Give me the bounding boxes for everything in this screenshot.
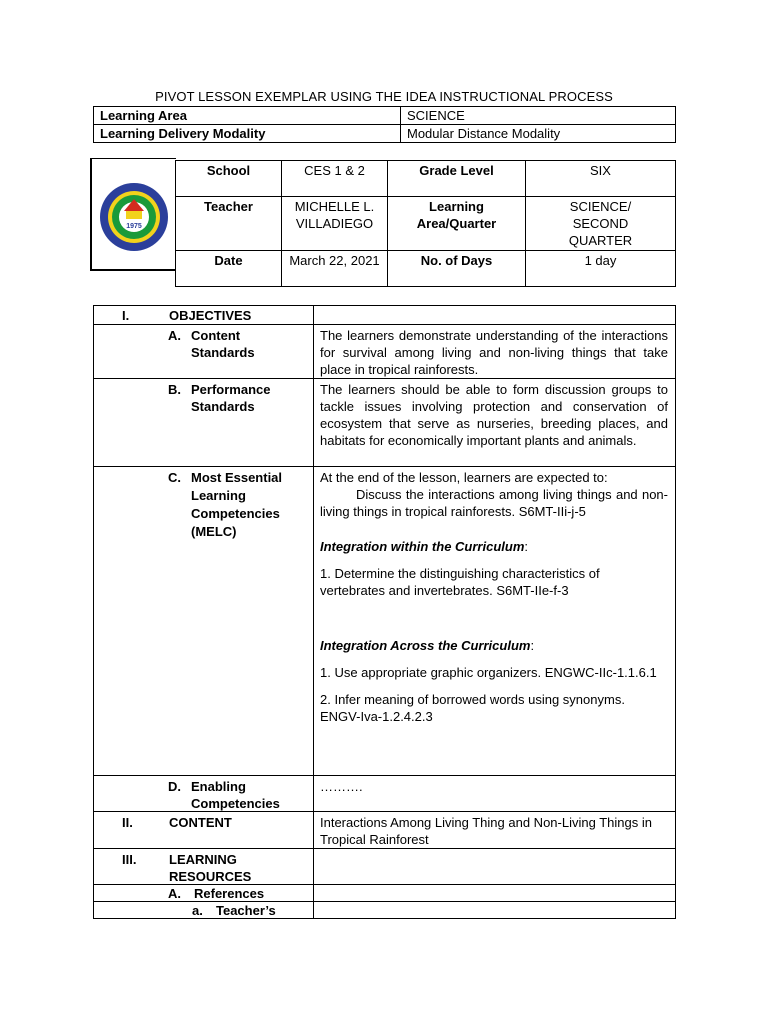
school-logo-frame	[90, 158, 176, 271]
table-row	[94, 467, 676, 776]
section-label-line: LEARNING	[169, 852, 237, 867]
objectives-header	[94, 306, 314, 325]
item-label	[191, 327, 255, 361]
table-row	[176, 161, 676, 197]
school-label: School	[176, 161, 282, 197]
grade-label: Grade Level	[388, 161, 526, 197]
header-table	[93, 106, 676, 143]
table-row	[94, 885, 676, 902]
melc-label	[94, 467, 314, 776]
table-row	[94, 125, 676, 143]
learning-area-label: Learning Area	[94, 107, 401, 125]
teacher-value	[282, 197, 388, 251]
content-text: Interactions Among Living Thing and Non-Living Things in Tropical Rainforest	[314, 812, 676, 849]
logo-year: 1975	[126, 223, 142, 230]
teachers-guide-label	[94, 902, 314, 919]
item-label-line: Competencies	[191, 506, 280, 521]
area-value-line: SCIENCE/	[569, 199, 632, 214]
teacher-name-line: VILLADIEGO	[295, 216, 374, 231]
integration-across-item: 1. Use appropriate graphic organizers. ENGWC-IIc-1.1.6.1	[320, 665, 657, 680]
info-table	[175, 160, 676, 287]
area-value-line: QUARTER	[568, 233, 633, 248]
area-quarter-label	[388, 197, 526, 251]
section-label-line: RESOURCES	[169, 869, 252, 884]
item-label-line: Most Essential	[191, 470, 283, 485]
melc-text	[314, 467, 676, 776]
performance-standards-text: The learners should be able to form discussion groups to tackle issues involving protection and conservation of ecosystem that serve as nurseries, breeding places, and habitats for economically important plants and animals.	[314, 379, 676, 467]
section-label	[169, 851, 251, 885]
table-row	[94, 379, 676, 467]
integration-within-heading: Integration within the Curriculum:	[320, 539, 529, 554]
item-letter: a.	[192, 903, 203, 918]
enabling-competencies-text: ……….	[314, 776, 676, 812]
item-letter: A.	[168, 886, 181, 901]
date-value: March 22, 2021	[282, 251, 388, 287]
item-letter: B.	[168, 382, 181, 397]
learning-resources-header	[94, 849, 314, 885]
integration-across-item: 2. Infer meaning of borrowed words using synonyms. ENGV-Iva-1.2.4.2.3	[320, 692, 625, 724]
days-value: 1 day	[526, 251, 676, 287]
item-letter: A.	[168, 328, 181, 343]
teacher-label: Teacher	[176, 197, 282, 251]
table-row	[94, 325, 676, 379]
table-row	[176, 197, 676, 251]
area-label-line: Learning	[429, 199, 484, 214]
item-letter: C.	[168, 470, 181, 485]
empty-cell	[314, 849, 676, 885]
area-quarter-value	[526, 197, 676, 251]
item-letter: D.	[168, 779, 181, 794]
table-row	[94, 107, 676, 125]
teacher-name-line: MICHELLE L.	[294, 199, 375, 214]
empty-cell	[314, 885, 676, 902]
melc-intro: At the end of the lesson, learners are expected to:	[320, 470, 608, 485]
item-label	[191, 469, 282, 541]
item-label	[191, 381, 270, 415]
table-row	[94, 812, 676, 849]
item-label-line: Standards	[191, 345, 255, 360]
content-standards-text: The learners demonstrate understanding of the interactions for survival among living and non-living things that take place in tropical rainforests.	[314, 325, 676, 379]
school-seal-icon	[92, 159, 176, 269]
heading-text: Integration within the Curriculum	[320, 539, 525, 554]
references-label	[94, 885, 314, 902]
table-row	[94, 776, 676, 812]
section-number: I.	[122, 308, 130, 323]
lesson-plan-table	[93, 305, 676, 919]
section-number: III.	[122, 852, 137, 867]
empty-cell	[314, 902, 676, 919]
delivery-modality-label: Learning Delivery Modality	[94, 125, 401, 143]
item-label: Teacher’s	[216, 903, 276, 918]
integration-within-item: 1. Determine the distinguishing characteristics of vertebrates and invertebrates. S6MT-IIe-f-3	[320, 566, 600, 598]
section-number: II.	[122, 815, 133, 830]
area-label-line: Area/Quarter	[416, 216, 497, 231]
content-header	[94, 812, 314, 849]
table-row	[94, 306, 676, 325]
item-label-line: Standards	[191, 399, 255, 414]
delivery-modality-value: Modular Distance Modality	[401, 125, 676, 143]
enabling-competencies-label	[94, 776, 314, 812]
item-label: References	[194, 886, 265, 901]
table-row	[94, 849, 676, 885]
document-title: PIVOT LESSON EXEMPLAR USING THE IDEA INSTRUCTIONAL PROCESS	[155, 89, 613, 104]
table-row	[176, 251, 676, 287]
item-label	[191, 778, 280, 812]
empty-cell	[314, 306, 676, 325]
melc-competency: Discuss the interactions among living things and non-living things in tropical rainforests. S6MT-IIi-j-5	[320, 487, 668, 519]
item-label-line: (MELC)	[191, 524, 237, 539]
item-label-line: Performance	[191, 382, 271, 397]
area-value-line: SECOND	[572, 216, 629, 231]
item-label-line: Content	[191, 328, 241, 343]
date-label: Date	[176, 251, 282, 287]
learning-area-value: SCIENCE	[401, 107, 676, 125]
heading-text: Integration Across the Curriculum	[320, 638, 531, 653]
section-label: OBJECTIVES	[169, 308, 252, 323]
item-label-line: Learning	[191, 488, 246, 503]
grade-value: SIX	[526, 161, 676, 197]
item-label-line: Enabling	[191, 779, 246, 794]
school-value: CES 1 & 2	[282, 161, 388, 197]
table-row	[94, 902, 676, 919]
content-standards-label	[94, 325, 314, 379]
performance-standards-label	[94, 379, 314, 467]
item-label-line: Competencies	[191, 796, 280, 811]
days-label: No. of Days	[388, 251, 526, 287]
integration-across-heading: Integration Across the Curriculum:	[320, 638, 535, 653]
section-label: CONTENT	[169, 815, 232, 830]
